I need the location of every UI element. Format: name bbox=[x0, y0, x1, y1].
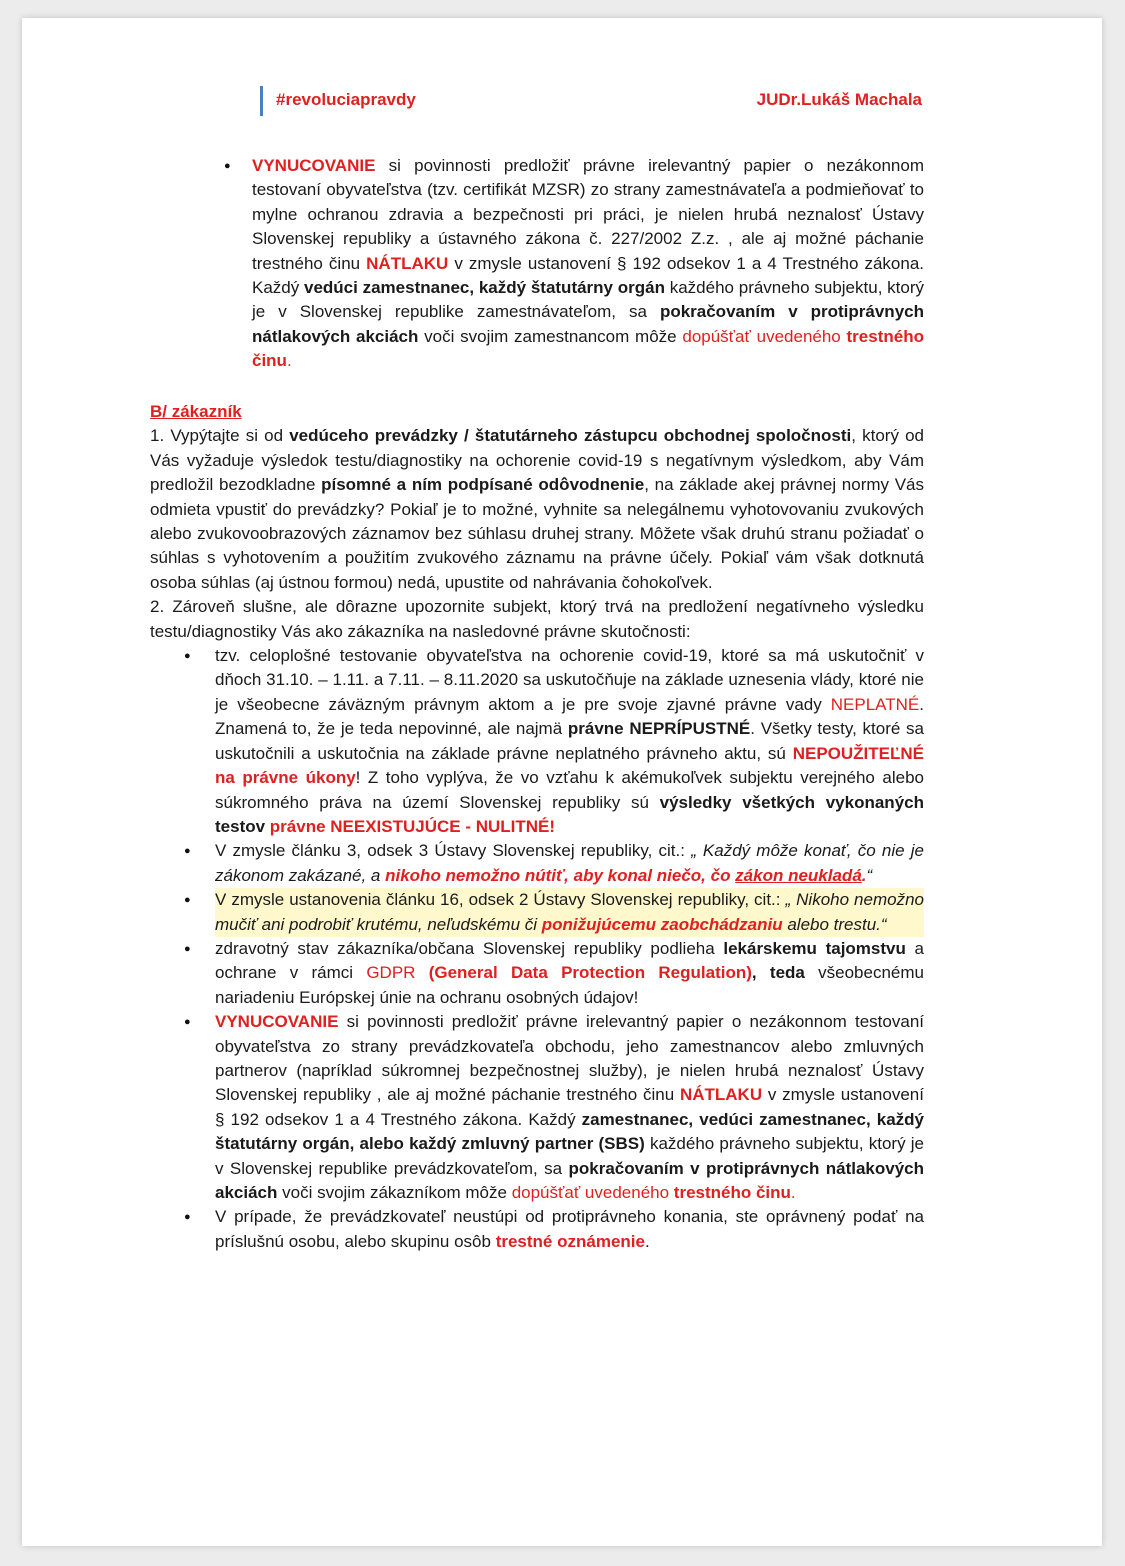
legal-facts-list bbox=[215, 644, 924, 1254]
list-item: ● zdravotný stav zákazníka/občana Slovenskej republiky podlieha lekárskemu tajomstvu a ochrane v rámci GDPR (General Data Protection Regulation), teda všeobecnému nariadeniu Európskej únie na ochranu osobných údajov! bbox=[215, 937, 924, 1010]
header-hashtag: #revoluciapravdy bbox=[276, 90, 416, 109]
list-item-highlighted: ● V zmysle ustanovenia článku 16, odsek 2 Ústavy Slovenskej republiky, cit.: „ Nikoho nemožno mučiť ani podrobiť krutému, neľudskému či ponižujúcemu zaobchádzaniu alebo trestu.“ bbox=[215, 888, 924, 937]
intro-bullet-item: ● VYNUCOVANIE si povinnosti predložiť právne irelevantný papier o nezákonnom testovaní obyvateľstva (tzv. certifikát MZSR) zo strany zamestnávateľa a podmieňovať to mylne ochranou zdravia a bezpečnosti pri práci, je nielen hrubá neznalosť Ústavy Slovenskej republiky a ústavného zákona č. 227/2002 Z.z. , ale aj možné páchanie trestného činu NÁTLAKU v zmysle ustanovení § 192 odsekov 1 a 4 Trestného zákona. Každý vedúci zamestnanec, každý štatutárny orgán každého právneho subjektu, ktorý je v Slovenskej republike zamestnávateľom, sa pokračovaním v protiprávnych nátlakových akciách voči svojim zamestnancom môže dopúšťať uvedeného trestného činu. bbox=[252, 154, 924, 374]
intro-bullet-list bbox=[252, 154, 924, 374]
header-author: JUDr.Lukáš Machala bbox=[756, 90, 922, 109]
list-item: ● VYNUCOVANIE si povinnosti predložiť právne irelevantný papier o nezákonnom testovaní obyvateľstva zo strany prevádzkovateľa obchodu, jeho zamestnancov alebo zmluvných partnerov (napríklad súkromnej bezpečnostnej služby), je nielen hrubá neznalosť Ústavy Slovenskej republiky , ale aj možné páchanie trestného činu NÁTLAKU v zmysle ustanovení § 192 odsekov 1 a 4 Trestného zákona. Každý zamestnanec, vedúci zamestnanec, každý štatutárny orgán, alebo každý zmluvný partner (SBS) každého právneho subjektu, ktorý je v Slovenskej republike prevádzkovateľom, sa pokračovaním v protiprávnych nátlakových akciách voči svojim zákazníkom môže dopúšťať uvedeného trestného činu. bbox=[215, 1010, 924, 1205]
section-customer bbox=[150, 400, 924, 1254]
list-item: ● tzv. celoplošné testovanie obyvateľstva na ochorenie covid-19, ktoré sa má uskutočniť v dňoch 31.10. – 1.11. a 7.11. – 8.11.2020 sa uskutočňuje na základe uznesenia vlády, ktoré nie je všeobecne záväzným právnym aktom a je pre svoje zjavné právne vady NEPLATNÉ. Znamená to, že je teda nepovinné, ale najmä právne NEPRÍPUSTNÉ. Všetky testy, ktoré sa uskutočnili a uskutočnia na základe právne neplatného právneho aktu, sú NEPOUŽITEĽNÉ na právne úkony! Z toho vyplýva, že vo vzťahu k akémukoľvek subjektu verejného alebo súkromného práva na území Slovenskej republiky sú výsledky všetkých vykonaných testov právne NEEXISTUJÚCE - NULITNÉ! bbox=[215, 644, 924, 839]
section-title: B/ zákazník bbox=[150, 402, 242, 421]
list-item: ● V prípade, že prevádzkovateľ neustúpi od protiprávneho konania, ste oprávnený podať na príslušnú osobu, alebo skupinu osôb trestné oznámenie. bbox=[215, 1205, 924, 1254]
document-page bbox=[22, 18, 1102, 1546]
page-header bbox=[260, 86, 922, 116]
list-item: ● V zmysle článku 3, odsek 3 Ústavy Slovenskej republiky, cit.: „ Každý môže konať, čo nie je zákonom zakázané, a nikoho nemožno nútiť, aby konal niečo, čo zákon neukladá.“ bbox=[215, 839, 924, 888]
header-accent-bar bbox=[260, 86, 263, 116]
paragraph-2: 2. Zároveň slušne, ale dôrazne upozornite subjekt, ktorý trvá na predložení negatívneho výsledku testu/diagnostiky Vás ako zákazníka na nasledovné právne skutočnosti: bbox=[150, 597, 924, 641]
paragraph-1: 1. Vypýtajte si od vedúceho prevádzky / štatutárneho zástupcu obchodnej spoločnosti, ktorý od Vás vyžaduje výsledok testu/diagnostiky na ochorenie covid-19 s negatívnym výsledkom, aby Vám predložil bezodkladne písomné a ním podpísané odôvodnenie, na základe akej právnej normy Vás odmieta vpustiť do prevádzky? Pokiaľ je to možné, vyhnite sa nelegálnemu vyhotovovaniu zvukových alebo zvukovoobrazových záznamov bez súhlasu druhej strany. Môžete však druhú stranu požiadať o súhlas s vyhotovením a použitím zvukového záznamu na právne účely. Pokiaľ vám však dotknutá osoba súhlas (aj ústnou formou) nedá, upustite od nahrávania čohokoľvek. bbox=[150, 426, 924, 592]
